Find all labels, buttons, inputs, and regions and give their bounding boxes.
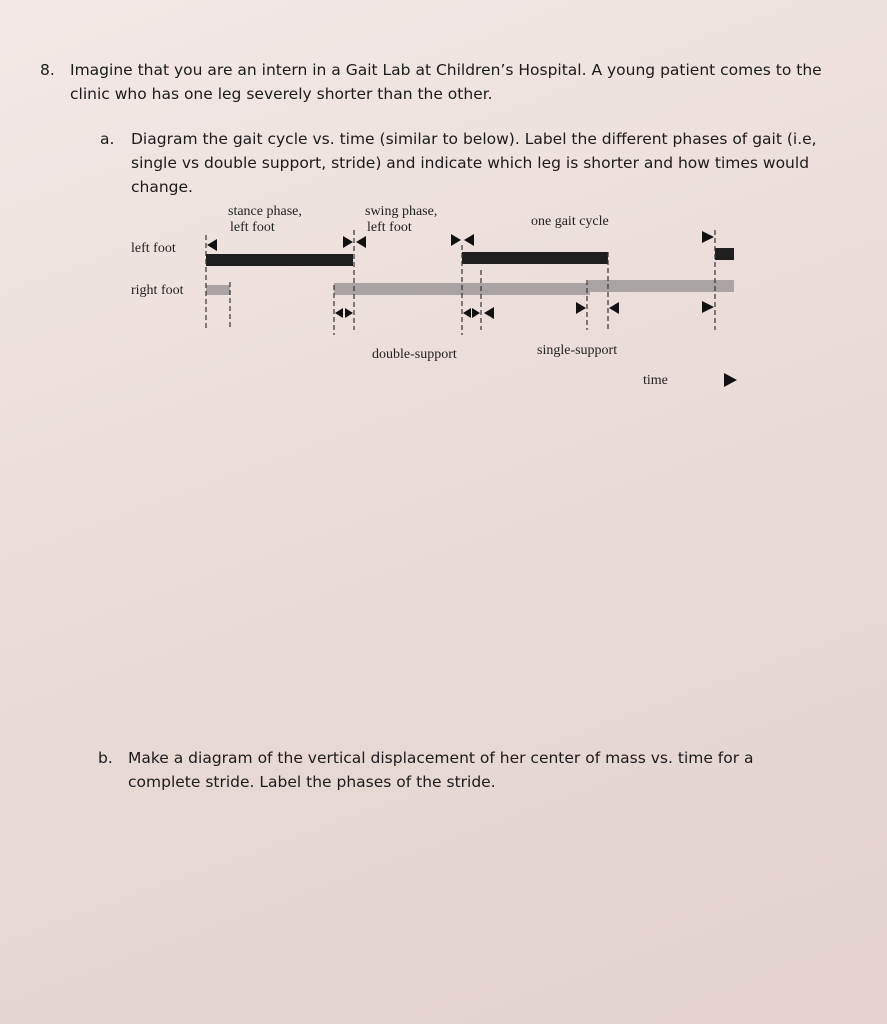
double-support-label: double-support [372,347,457,362]
left-foot-stance-bar-2 [462,252,608,264]
swing-phase-label: swing phase, [365,204,438,219]
stance-foot-label: left foot [230,220,275,235]
right-foot-label: right foot [131,283,184,298]
part-b-text: Make a diagram of the vertical displacement of her center of mass vs. time for a complete stride. Label the phases of the stride. [128,749,754,791]
gait-cycle-diagram [0,190,887,590]
left-foot-label: left foot [131,241,176,256]
right-foot-stance-bar-2 [588,280,734,292]
part-b-label: b. [98,749,113,767]
gait-cycle-label: one gait cycle [531,214,609,229]
swing-foot-label: left foot [367,220,412,235]
question-text: Imagine that you are an intern in a Gait Lab at Children’s Hospital. A young patient comes to the clinic who has one leg severely shorter than the other. [70,61,822,103]
part-a-label: a. [100,130,115,148]
part-a-text: Diagram the gait cycle vs. time (similar to below). Label the different phases of gait (i.e, single vs double support, stride) and indicate which leg is shorter and how times would change. [131,130,817,196]
question-number: 8. [40,61,55,79]
time-axis-label: time [643,373,668,388]
left-foot-stance-bar-1 [206,254,353,266]
stance-phase-label: stance phase, [228,204,302,219]
left-foot-stance-bar-3 [715,248,734,260]
right-foot-stance-bar-start [206,285,230,295]
single-support-label: single-support [537,343,618,358]
